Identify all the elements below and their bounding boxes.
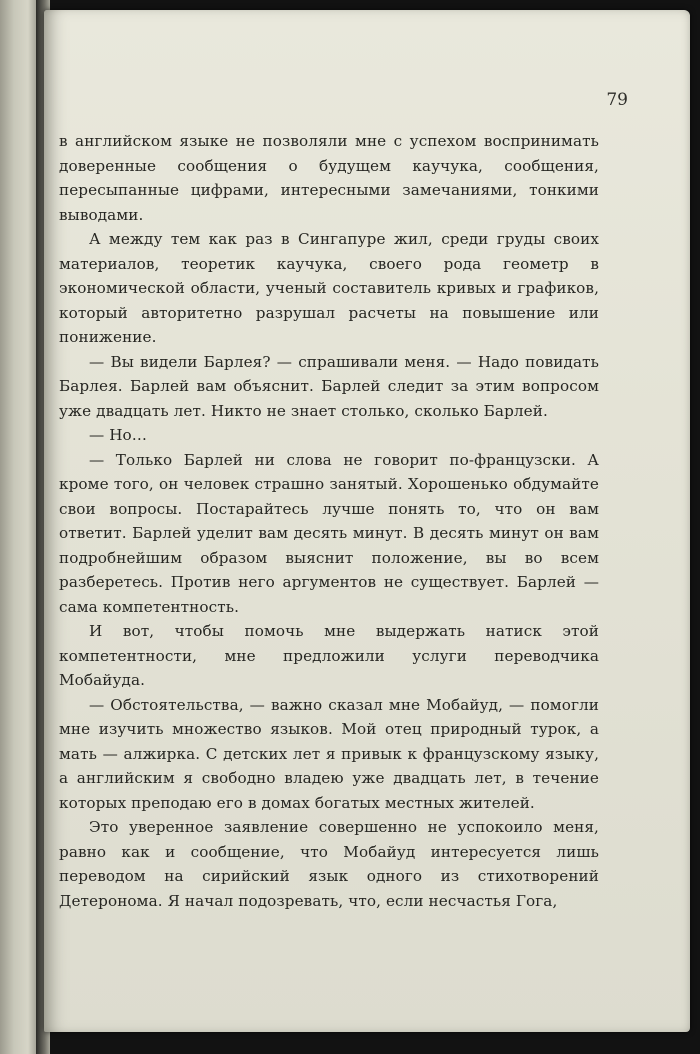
paragraph: Это уверенное заявление совершенно не успокоило меня, равно как и сообщение, что Мобайуд интересуется лишь переводом на сирийский язык одного из стихотворений Детеронома. Я начал подозревать, что, если несчастья Гога, <box>59 818 599 910</box>
previous-page-edge <box>0 0 40 1054</box>
page-fragment <box>2 118 38 132</box>
page-fragment <box>2 432 38 446</box>
page-fragment <box>2 82 38 96</box>
page-fragment <box>2 838 38 852</box>
page-fragment <box>2 468 38 482</box>
page-fragment <box>2 908 38 922</box>
paragraph: — Обстоятельства, — важно сказал мне Мобайуд, — помогли мне изучить множество языков. Мой отец природный турок, а мать — алжирка. С детских лет я привык к французскому языку, а английским я свободно владею уже двадцать лет, в течение которых преподаю его в домах богатых местных жителей. <box>59 695 599 812</box>
page-fragment <box>2 612 38 626</box>
page-fragment <box>2 728 38 742</box>
page-fragment <box>2 872 38 886</box>
paragraph: в английском языке не позволяли мне с успехом воспринимать доверенные сообщения о будущем каучука, сообщения, пересыпанные цифрами, интересными замечаниями, тонкими выводами. <box>59 132 599 224</box>
body-text <box>59 129 599 913</box>
page-fragment <box>2 400 38 414</box>
paragraph: — Вы видели Барлея? — спрашивали меня. — Надо повидать Барлея. Барлей вам объяснит. Барлей следит за этим вопросом уже двадцать лет. Никто не знает столько, сколько Барлей. <box>59 352 599 420</box>
page-fragment <box>2 645 38 659</box>
page-fragment <box>2 762 38 776</box>
paragraph: — Но… <box>89 426 148 444</box>
paragraph: А между тем как раз в Сингапуре жил, среди груды своих материалов, теоретик каучука, своего рода геометр в экономической области, ученый составитель кривых и графиков, который авторитетно разрушал расчеты на повышение или понижение. <box>59 230 599 346</box>
page-number: 79 <box>606 90 628 110</box>
paragraph: И вот, чтобы помочь мне выдержать натиск этой компетентности, мне предложили услуги переводчика Мобайуда. <box>59 622 599 689</box>
paragraph: — Только Барлей ни слова не говорит по-французски. А кроме того, он человек страшно занятый. Хорошенько обдумайте свои вопросы. Постарайтесь лучше понять то, что он вам ответит. Барлей уделит вам десять минут. В десять минут он вам подробнейшим образом выяснит положение, вы во всем разберетесь. Против него аргументов не существует. Барлей — сама компетентность. <box>59 450 599 616</box>
book-page <box>44 10 690 1032</box>
page-fragment <box>2 152 38 166</box>
